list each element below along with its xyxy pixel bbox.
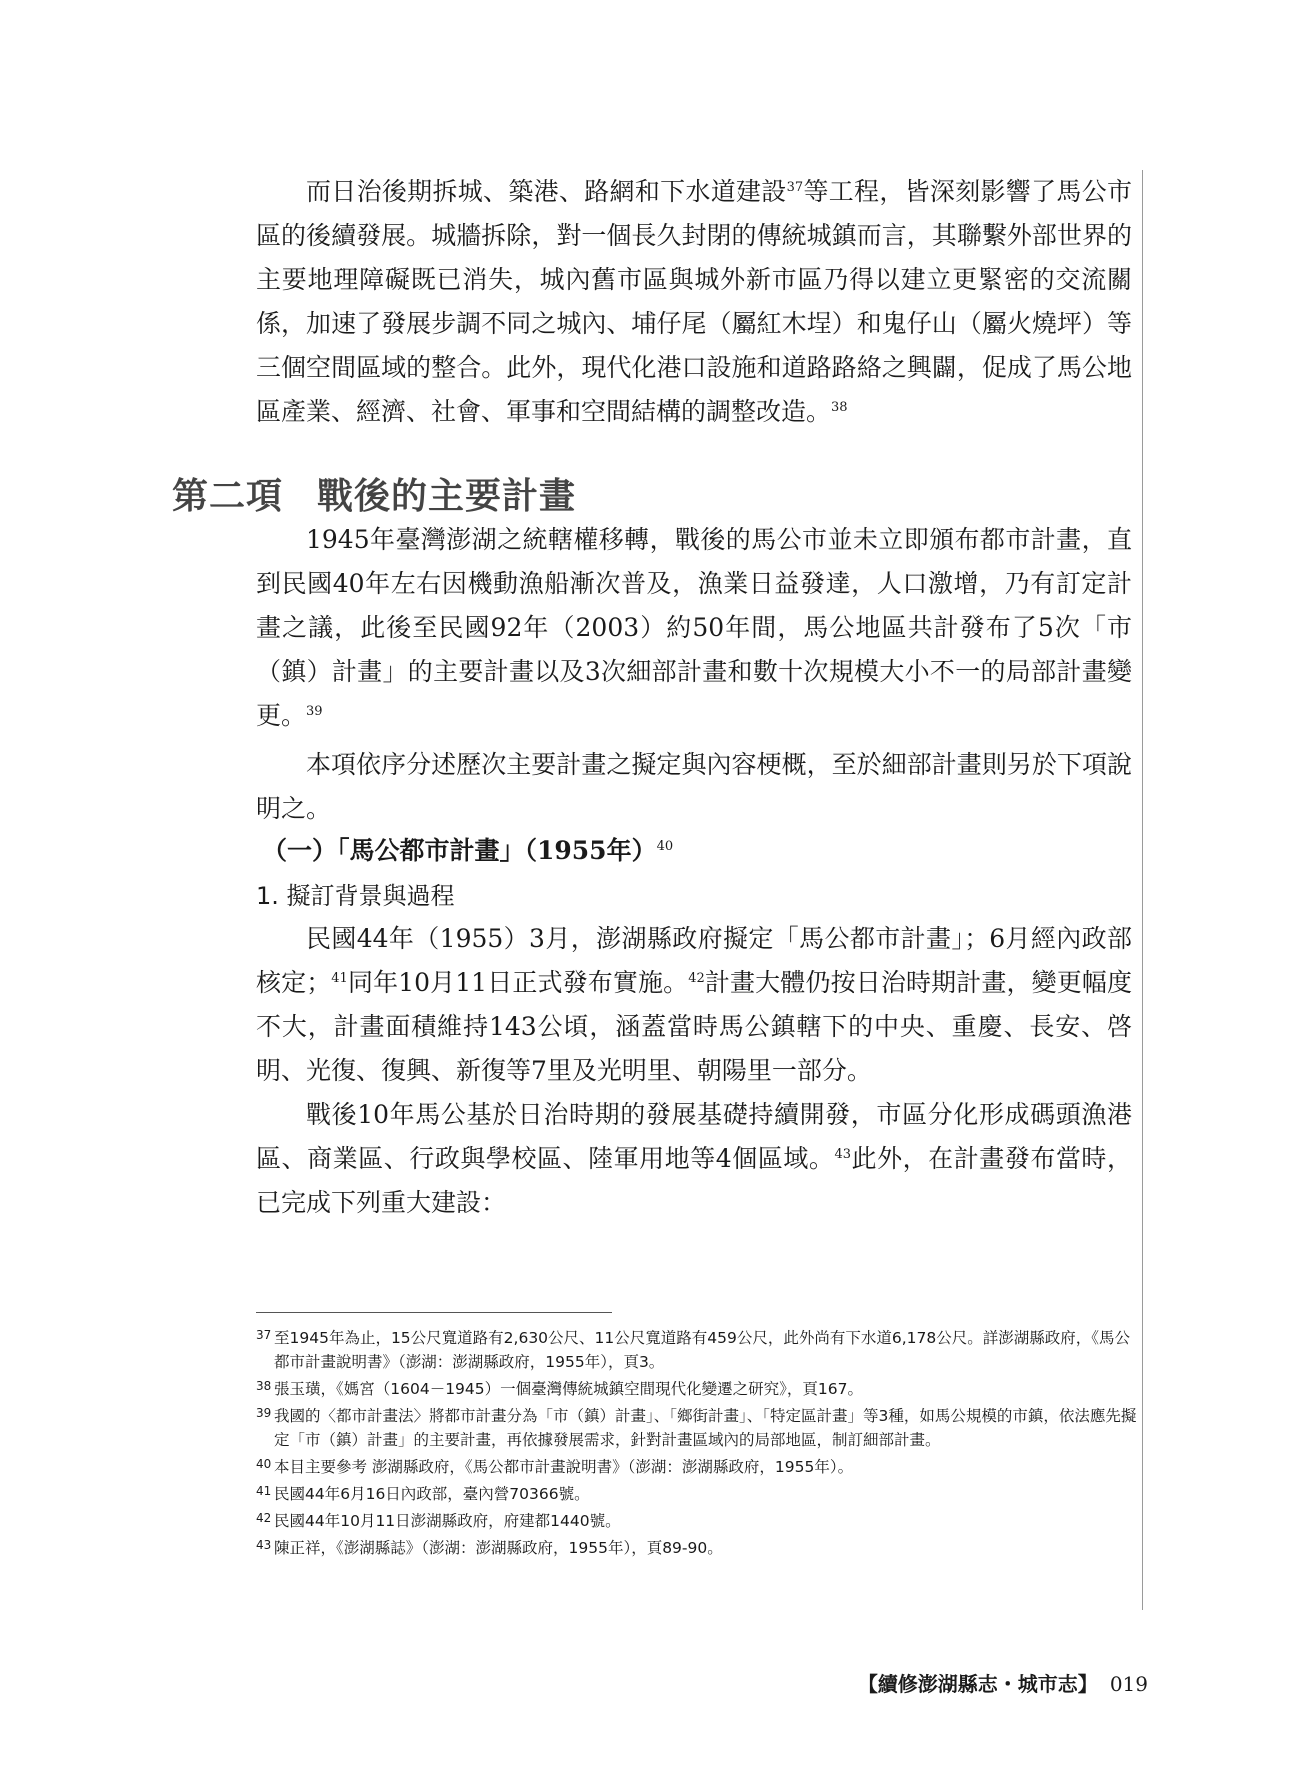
footnote-text: 至1945年為止，15公尺寬道路有2,630公尺、11公尺寬道路有459公尺，此外尚有下水道6,178公尺。詳澎湖縣政府，《馬公都市計畫說明書》（澎湖：澎湖縣政府，1955年），頁3。 (274, 1329, 1130, 1371)
footnote-ref: 41 (331, 971, 348, 986)
footnote-text: 民國44年10月11日澎湖縣政府，府建都1440號。 (274, 1512, 621, 1530)
footnote-text: 我國的〈都市計畫法〉將都市計畫分為「市（鎮）計畫」、「鄉街計畫」、「特定區計畫」等3種，如馬公規模的市鎮，依法應先擬定「市（鎮）計畫」的主要計畫，再依據發展需求，針對計畫區域內的局部地區，制訂細部計畫。 (274, 1407, 1137, 1449)
footnote-number: 41 (256, 1484, 272, 1498)
footnotes (256, 1326, 1140, 1563)
footnote-ref: 38 (831, 400, 848, 415)
text-span: 而日治後期拆城、築港、路網和下水道建設 (306, 177, 787, 206)
book-title: 【續修澎湖縣志・城市志】 (857, 1672, 1098, 1696)
body-paragraph-5 (256, 1093, 1132, 1225)
footnote (256, 1404, 1140, 1452)
text-span: 本項依序分述歷次主要計畫之擬定與內容梗概，至於細部計畫則另於下項說明之。 (256, 750, 1132, 823)
footnote-text: 陳正祥，《澎湖縣誌》（澎湖：澎湖縣政府，1955年），頁89-90。 (274, 1539, 723, 1557)
section-heading (172, 473, 576, 521)
running-footer (858, 1670, 1148, 1698)
footnote-number: 38 (256, 1379, 272, 1393)
page-number: 019 (1109, 1672, 1148, 1696)
text-span: 1945年臺灣澎湖之統轄權移轉，戰後的馬公市並未立即頒布都市計畫，直到民國40年左右因機動漁船漸次普及，漁業日益發達，人口激增，乃有訂定計畫之議，此後至民國92年（2003）約50年間，馬公地區共計發布了5次「市（鎮）計畫」的主要計畫以及3次細部計畫和數十次規模大小不一的局部計畫變更。 (256, 525, 1132, 730)
subheading (262, 831, 673, 871)
body-paragraph-3 (256, 743, 1132, 831)
section-number: 第二項 (172, 476, 284, 517)
footnote-number: 42 (256, 1511, 272, 1525)
footnote-text: 張玉璜，《媽宮（1604－1945）一個臺灣傳統城鎮空間現代化變遷之研究》，頁167。 (274, 1380, 863, 1398)
subsubheading: 1. 擬訂背景與過程 (256, 882, 455, 910)
footnote (256, 1326, 1140, 1374)
footnote-ref: 43 (834, 1147, 851, 1162)
body-paragraph-4 (256, 917, 1132, 1093)
footnote (256, 1455, 1140, 1479)
text-span: 此外，在計畫發布當時，已完成下列重大建設： (256, 1144, 1132, 1217)
footnote-ref: 37 (786, 180, 804, 195)
footnote (256, 1509, 1140, 1533)
footnote-rule (256, 1312, 612, 1313)
footnote-text: 本目主要參考 澎湖縣政府，《馬公都市計畫說明書》（澎湖：澎湖縣政府，1955年）。 (274, 1458, 854, 1476)
text-span: 計畫大體仍按日治時期計畫，變更幅度不大，計畫面積維持143公頃，涵蓋當時馬公鎮轄下的中央、重慶、長安、啓明、光復、復興、新復等7里及光明里、朝陽里一部分。 (256, 968, 1132, 1085)
footnote (256, 1377, 1140, 1401)
footnote-ref: 42 (688, 971, 705, 986)
footnote (256, 1482, 1140, 1506)
text-span: 等工程，皆深刻影響了馬公市區的後續發展。城牆拆除，對一個長久封閉的傳統城鎮而言，其聯繫外部世界的主要地理障礙既已消失，城內舊市區與城外新市區乃得以建立更緊密的交流關係，加速了發展步調不同之城內、埔仔尾（屬紅木埕）和鬼仔山（屬火燒坪）等三個空間區域的整合。此外，現代化港口設施和道路路絡之興闢，促成了馬公地區產業、經濟、社會、軍事和空間結構的調整改造。 (256, 177, 1132, 426)
footnote (256, 1536, 1140, 1560)
footnote-ref: 39 (306, 704, 323, 719)
margin-rule (1142, 170, 1143, 1610)
text-span: 民國44年（1955）3月，澎湖縣政府擬定「馬公都市計畫」；6月經內政部核定； (256, 924, 1132, 997)
subheading-text: （一）「馬公都市計畫」（1955年） (262, 836, 657, 865)
footnote-ref: 40 (656, 839, 674, 854)
footnote-number: 39 (256, 1406, 272, 1420)
body-paragraph-1 (256, 170, 1132, 434)
footnote-text: 民國44年6月16日內政部，臺內營70366號。 (274, 1485, 590, 1503)
text-span: 同年10月11日正式發布實施。 (347, 968, 689, 997)
body-paragraph-2 (256, 518, 1132, 738)
footnote-number: 37 (256, 1328, 272, 1342)
section-title: 戰後的主要計畫 (317, 476, 577, 517)
footnote-number: 43 (256, 1538, 272, 1552)
text-span: 戰後10年馬公基於日治時期的發展基礎持續開發，市區分化形成碼頭漁港區、商業區、行政與學校區、陸軍用地等4個區域。 (256, 1100, 1132, 1173)
footnote-number: 40 (256, 1457, 272, 1471)
